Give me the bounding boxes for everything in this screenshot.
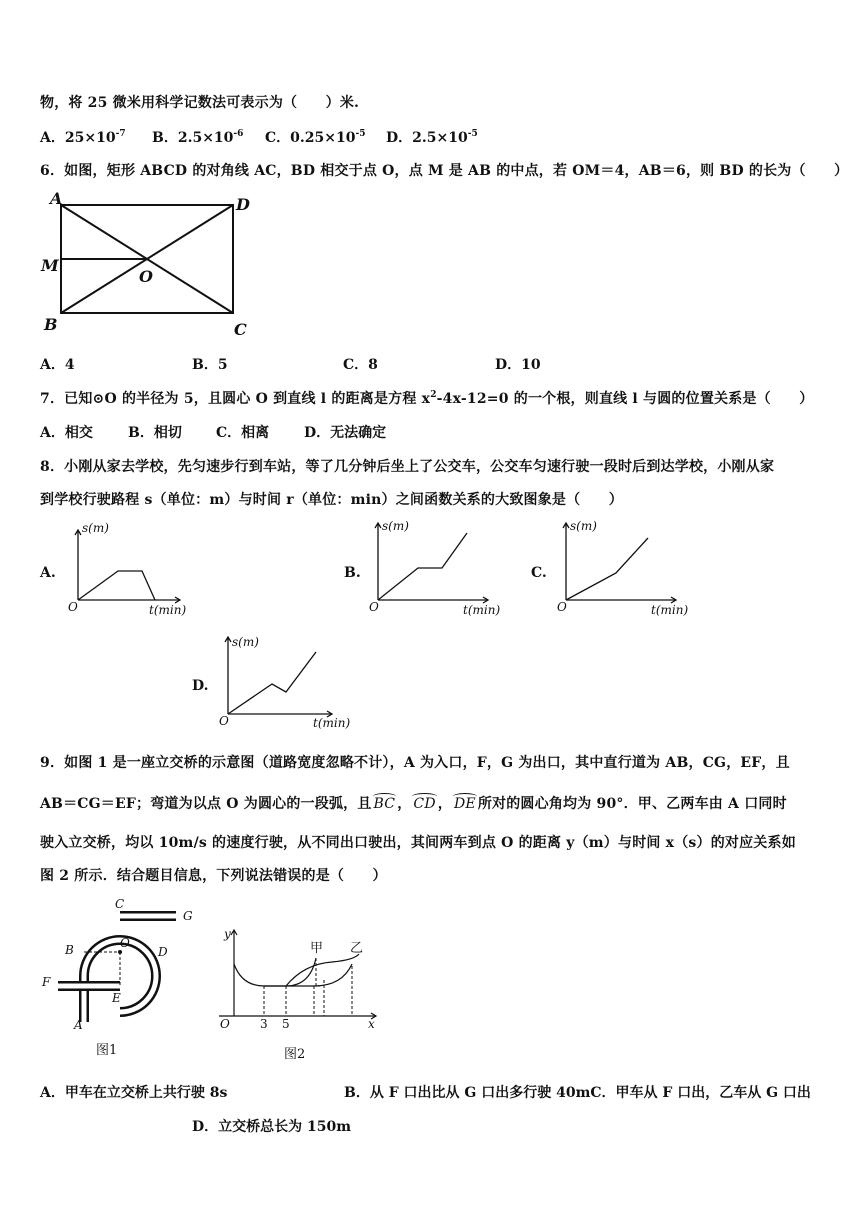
svg-text:3: 3 [260, 1017, 268, 1031]
svg-text:t(min): t(min) [651, 603, 689, 617]
svg-text:O: O [68, 600, 78, 614]
q6-label-a: A [50, 190, 63, 208]
svg-text:5: 5 [282, 1017, 290, 1031]
svg-text:s(m): s(m) [570, 519, 597, 533]
q6-text: 6．如图，矩形 ABCD 的对角线 AC，BD 相交于点 O，点 M 是 AB 的中点，若 OM＝4，AB＝6，则 BD 的长为（ ） [40, 163, 849, 179]
q5-option-c: C．$0.25\times 10^{-5}$ [265, 129, 366, 146]
svg-text:x: x [368, 1017, 375, 1031]
q6-option-d: D．10 [495, 357, 541, 373]
svg-text:y: y [224, 927, 231, 941]
q5-option-b: B．$2.5\times 10^{-6}$ [152, 129, 244, 146]
q8-text-line1: 8．小刚从家去学校，先匀速步行到车站，等了几分钟后坐上了公交车，公交车匀速行驶一段时后到达学校，小刚从家 [40, 459, 775, 475]
q8-graph-b [360, 518, 510, 618]
svg-text:t(min): t(min) [313, 716, 351, 730]
q8-option-d-label: D. [192, 678, 209, 694]
svg-text:甲: 甲 [310, 941, 324, 956]
q7-option-b: B．相切 [128, 425, 182, 441]
q8-graph-a [60, 518, 210, 618]
q8-graph-c [548, 518, 698, 618]
svg-text:O: O [219, 714, 229, 728]
q6-label-m: M [41, 256, 59, 275]
arc-cd: CD [413, 796, 436, 812]
svg-text:O: O [557, 600, 567, 614]
q7-option-a: A．相交 [40, 425, 93, 441]
q9-option-d: D．立交桥总长为 150m [192, 1119, 352, 1135]
svg-text:s(m): s(m) [82, 521, 109, 535]
q8-text-line2: 到学校行驶路程 s（单位：m）与时间 r（单位：min）之间函数关系的大致图象是（ ） [40, 492, 623, 508]
q9-text-line3: 驶入立交桥，均以 10m/s 的速度行驶，从不同出口驶出，其间两车到点 O 的距离 y（m）与时间 x（s）的对应关系如 [40, 835, 796, 851]
q8-option-c-label: C. [531, 565, 547, 581]
q5-option-a: A．$25\times 10^{-7}$ [40, 129, 126, 146]
q9-option-a: A．甲车在立交桥上共行驶 8s [40, 1085, 228, 1101]
q6-option-b: B．5 [192, 357, 228, 373]
svg-text:s(m): s(m) [232, 635, 259, 649]
svg-text:t(min): t(min) [149, 603, 187, 617]
svg-text:F: F [42, 975, 51, 989]
svg-text:C: C [115, 897, 125, 911]
q9-text-line4: 图 2 所示．结合题目信息，下列说法错误的是（ ） [40, 868, 387, 884]
q9-figure-2 [214, 924, 384, 1064]
arc-de: DE [453, 796, 476, 812]
fig2-caption: 图2 [284, 1047, 306, 1062]
q6-label-b: B [44, 315, 58, 334]
svg-text:G: G [183, 909, 193, 923]
svg-text:O: O [369, 600, 379, 614]
q6-label-o: O [139, 267, 153, 286]
q6-rectangle-figure [36, 190, 266, 340]
q5-option-d: D．$2.5\times 10^{-5}$ [386, 129, 478, 146]
svg-text:O: O [220, 1017, 230, 1031]
svg-text:D: D [158, 945, 168, 959]
q8-graph-d [210, 632, 360, 732]
q8-option-a-label: A. [40, 565, 56, 581]
q8-option-b-label: B. [344, 565, 361, 581]
q5-text: 物，将 25 微米用科学记数法可表示为（ ）米. [40, 95, 360, 111]
svg-text:B: B [65, 943, 74, 957]
q7-option-c: C．相离 [216, 425, 270, 441]
svg-text:E: E [112, 991, 121, 1005]
svg-text:t(min): t(min) [463, 603, 501, 617]
q9-figure-1 [36, 896, 206, 1062]
svg-text:O: O [120, 936, 130, 950]
q6-label-c: C [234, 320, 247, 339]
svg-text:s(m): s(m) [382, 519, 409, 533]
q6-label-d: D [236, 195, 250, 214]
svg-text:乙: 乙 [350, 941, 364, 956]
arc-bc: BC [373, 796, 396, 812]
q9-text-line2: AB＝CG＝EF；弯道为以点 O 为圆心的一段弧，且 BC ， CD ， DE 所对的圆心角均为 90°．甲、乙两车由 A 口同时 [40, 796, 787, 812]
q6-option-c: C．8 [343, 357, 378, 373]
q9-text-line1: 9．如图 1 是一座立交桥的示意图（道路宽度忽略不计），A 为入口，F，G 为出口，其中直行道为 AB，CG，EF，且 [40, 755, 790, 771]
q7-option-d: D．无法确定 [304, 425, 387, 441]
fig1-caption: 图1 [96, 1043, 118, 1058]
q7-text: 7．已知⊙O 的半径为 5，且圆心 O 到直线 l 的距离是方程 $x^2-4x-12=0$ 的一个根，则直线 l 与圆的位置关系是（ ） [40, 390, 814, 407]
svg-text:A: A [74, 1018, 83, 1032]
q9-option-b-c: B．从 F 口出比从 G 口出多行驶 40mC．甲车从 F 口出，乙车从 G 口出 [344, 1085, 811, 1101]
q6-option-a: A．4 [40, 357, 75, 373]
